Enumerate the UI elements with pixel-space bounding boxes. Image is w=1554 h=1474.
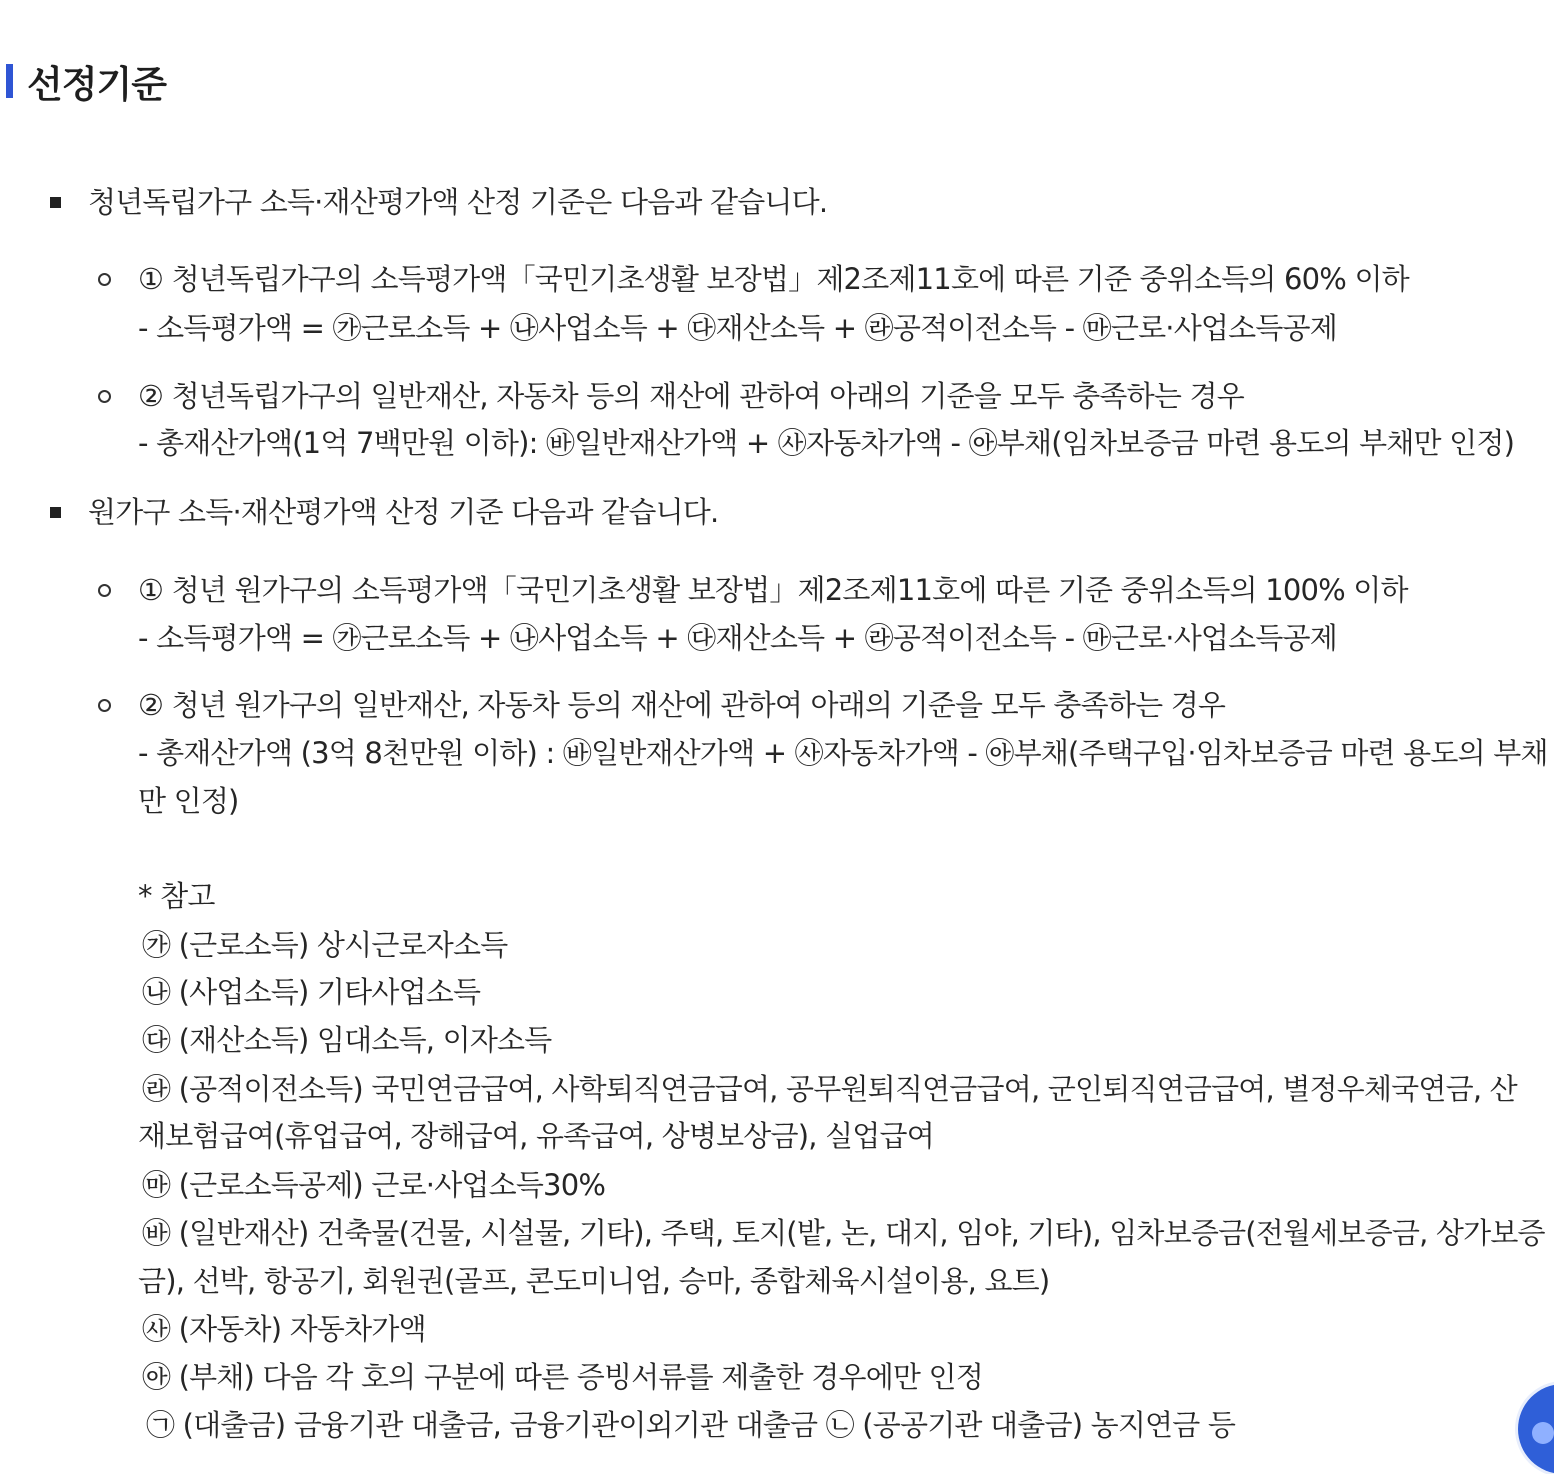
square-bullet-icon [50, 507, 61, 518]
floating-action-button[interactable] [1518, 1384, 1554, 1474]
criteria-formula: - 총재산가액(1억 7백만원 이하): ㉳일반재산가액 + ㉴자동차가액 - ㉵부채(임차보증금 마련 용도의 부채만 인정) [138, 426, 1515, 460]
reference-item: ㉰ (재산소득) 임대소득, 이자소득 [142, 1023, 552, 1057]
reference-item: ㉯ (사업소득) 기타사업소득 [142, 975, 481, 1009]
criteria-formula-cont: 만 인정) [138, 784, 239, 818]
circle-bullet-icon [98, 699, 111, 712]
square-bullet-icon [50, 197, 61, 208]
criteria-item: ① 청년독립가구의 소득평가액「국민기초생활 보장법」제2조제11호에 따른 기준 중위소득의 60% 이하 [138, 262, 1409, 296]
circle-bullet-icon [98, 584, 111, 597]
reference-item-cont: 재보험급여(휴업급여, 장해급여, 유족급여, 상병보상금), 실업급여 [138, 1119, 934, 1153]
reference-item: ㉵ (부채) 다음 각 호의 구분에 따른 증빙서류를 제출한 경우에만 인정 [142, 1360, 983, 1394]
reference-heading: * 참고 [138, 879, 215, 913]
criteria-heading-original: 원가구 소득·재산평가액 산정 기준 다음과 같습니다. [88, 495, 719, 529]
section-header [0, 58, 166, 104]
reference-item: ㉳ (일반재산) 건축물(건물, 시설물, 기타), 주택, 토지(밭, 논, 대지, 임야, 기타), 임차보증금(전월세보증금, 상가보증 [142, 1216, 1545, 1250]
reference-item: ㉱ (공적이전소득) 국민연금급여, 사학퇴직연금급여, 공무원퇴직연금급여, 군인퇴직연금급여, 별정우체국연금, 산 [142, 1072, 1517, 1106]
criteria-formula: - 소득평가액 = ㉮근로소득 + ㉯사업소득 + ㉰재산소득 + ㉱공적이전소득 - ㉲근로·사업소득공제 [138, 621, 1337, 655]
reference-item: ㉠ (대출금) 금융기관 대출금, 금융기관이외기관 대출금 ㉡ (공공기관 대출금) 농지연금 등 [146, 1408, 1236, 1442]
criteria-formula: - 총재산가액 (3억 8천만원 이하) : ㉳일반재산가액 + ㉴자동차가액 - ㉵부채(주택구입·임차보증금 마련 용도의 부채 [138, 736, 1548, 770]
page-title: 선정기준 [27, 63, 166, 106]
criteria-item: ② 청년 원가구의 일반재산, 자동차 등의 재산에 관하여 아래의 기준을 모두 충족하는 경우 [138, 688, 1226, 722]
criteria-formula: - 소득평가액 = ㉮근로소득 + ㉯사업소득 + ㉰재산소득 + ㉱공적이전소득 - ㉲근로·사업소득공제 [138, 311, 1337, 345]
criteria-item: ② 청년독립가구의 일반재산, 자동차 등의 재산에 관하여 아래의 기준을 모두 충족하는 경우 [138, 379, 1244, 413]
criteria-item: ① 청년 원가구의 소득평가액「국민기초생활 보장법」제2조제11호에 따른 기준 중위소득의 100% 이하 [138, 573, 1408, 607]
reference-item: ㉮ (근로소득) 상시근로자소득 [142, 928, 508, 962]
circle-bullet-icon [98, 273, 111, 286]
reference-item: ㉴ (자동차) 자동차가액 [142, 1312, 426, 1346]
reference-item-cont: 금), 선박, 항공기, 회원권(골프, 콘도미니엄, 승마, 종합체육시설이용, 요트) [138, 1264, 1050, 1298]
criteria-heading-independent: 청년독립가구 소득·재산평가액 산정 기준은 다음과 같습니다. [88, 185, 828, 219]
circle-bullet-icon [98, 390, 111, 403]
chat-icon [1532, 1422, 1554, 1444]
reference-item: ㉲ (근로소득공제) 근로·사업소득30% [142, 1168, 606, 1202]
title-accent-bar [6, 64, 13, 98]
